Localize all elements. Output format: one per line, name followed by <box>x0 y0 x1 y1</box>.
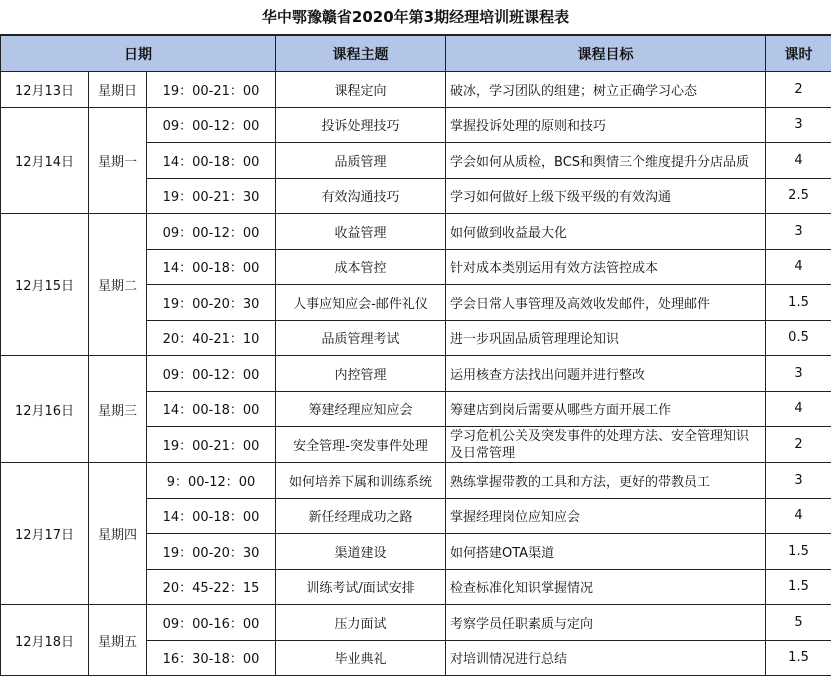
table-row <box>1 356 831 392</box>
weekday-cell: 星期二 <box>89 214 147 356</box>
goal-cell: 学习如何做好上级下级平级的有效沟通 <box>446 178 766 214</box>
goal-cell: 如何搭建OTA渠道 <box>446 534 766 570</box>
hours-cell: 0.5 <box>766 320 831 356</box>
time-cell: 20：40-21：10 <box>147 320 276 356</box>
date-cell: 12月17日 <box>1 463 89 605</box>
hours-cell: 1.5 <box>766 640 831 676</box>
time-cell: 19：00-21：30 <box>147 178 276 214</box>
weekday-cell: 星期五 <box>89 605 147 676</box>
goal-cell: 考察学员任职素质与定向 <box>446 605 766 641</box>
schedule-table <box>0 35 831 676</box>
header-row <box>1 36 831 72</box>
hours-cell: 1.5 <box>766 569 831 605</box>
hours-cell: 3 <box>766 356 831 392</box>
topic-cell: 人事应知应会-邮件礼仪 <box>276 285 446 321</box>
weekday-cell: 星期三 <box>89 356 147 463</box>
goal-cell: 掌握投诉处理的原则和技巧 <box>446 107 766 143</box>
date-cell: 12月15日 <box>1 214 89 356</box>
time-cell: 16：30-18：00 <box>147 640 276 676</box>
time-cell: 19：00-20：30 <box>147 285 276 321</box>
time-cell: 09：00-12：00 <box>147 107 276 143</box>
table-row <box>1 605 831 641</box>
hours-cell: 2.5 <box>766 178 831 214</box>
time-cell: 09：00-16：00 <box>147 605 276 641</box>
header-hours: 课时 <box>766 36 831 72</box>
goal-cell: 熟练掌握带教的工具和方法，更好的带教员工 <box>446 463 766 499</box>
table-row <box>1 72 831 108</box>
goal-cell: 进一步巩固品质管理理论知识 <box>446 320 766 356</box>
goal-cell: 针对成本类别运用有效方法管控成本 <box>446 249 766 285</box>
date-cell: 12月14日 <box>1 107 89 214</box>
topic-cell: 投诉处理技巧 <box>276 107 446 143</box>
time-cell: 20：45-22：15 <box>147 569 276 605</box>
topic-cell: 品质管理考试 <box>276 320 446 356</box>
goal-cell: 掌握经理岗位应知应会 <box>446 498 766 534</box>
hours-cell: 1.5 <box>766 534 831 570</box>
table-row <box>1 463 831 499</box>
hours-cell: 4 <box>766 143 831 179</box>
hours-cell: 5 <box>766 605 831 641</box>
time-cell: 19：00-21：00 <box>147 72 276 108</box>
topic-cell: 品质管理 <box>276 143 446 179</box>
page-title: 华中鄂豫赣省2020年第3期经理培训班课程表 <box>0 0 831 35</box>
date-cell: 12月13日 <box>1 72 89 108</box>
topic-cell: 训练考试/面试安排 <box>276 569 446 605</box>
goal-cell: 筹建店到岗后需要从哪些方面开展工作 <box>446 391 766 427</box>
topic-cell: 课程定向 <box>276 72 446 108</box>
goal-cell: 学习危机公关及突发事件的处理方法、安全管理知识及日常管理 <box>446 427 766 463</box>
goal-cell: 学会日常人事管理及高效收发邮件，处理邮件 <box>446 285 766 321</box>
time-cell: 09：00-12：00 <box>147 356 276 392</box>
topic-cell: 毕业典礼 <box>276 640 446 676</box>
header-date: 日期 <box>1 36 276 72</box>
table-row <box>1 214 831 250</box>
topic-cell: 压力面试 <box>276 605 446 641</box>
time-cell: 09：00-12：00 <box>147 214 276 250</box>
topic-cell: 安全管理-突发事件处理 <box>276 427 446 463</box>
hours-cell: 1.5 <box>766 285 831 321</box>
hours-cell: 2 <box>766 427 831 463</box>
hours-cell: 3 <box>766 214 831 250</box>
weekday-cell: 星期一 <box>89 107 147 214</box>
time-cell: 14：00-18：00 <box>147 143 276 179</box>
goal-cell: 如何做到收益最大化 <box>446 214 766 250</box>
topic-cell: 新任经理成功之路 <box>276 498 446 534</box>
goal-cell: 检查标准化知识掌握情况 <box>446 569 766 605</box>
time-cell: 14：00-18：00 <box>147 498 276 534</box>
date-cell: 12月16日 <box>1 356 89 463</box>
hours-cell: 2 <box>766 72 831 108</box>
topic-cell: 内控管理 <box>276 356 446 392</box>
goal-cell: 对培训情况进行总结 <box>446 640 766 676</box>
time-cell: 14：00-18：00 <box>147 249 276 285</box>
time-cell: 14：00-18：00 <box>147 391 276 427</box>
schedule-body <box>1 72 831 676</box>
table-row <box>1 107 831 143</box>
goal-cell: 破冰，学习团队的组建；树立正确学习心态 <box>446 72 766 108</box>
goal-cell: 学会如何从质检，BCS和舆情三个维度提升分店品质 <box>446 143 766 179</box>
hours-cell: 4 <box>766 498 831 534</box>
hours-cell: 3 <box>766 107 831 143</box>
hours-cell: 4 <box>766 249 831 285</box>
topic-cell: 如何培养下属和训练系统 <box>276 463 446 499</box>
header-goal: 课程目标 <box>446 36 766 72</box>
topic-cell: 成本管控 <box>276 249 446 285</box>
time-cell: 19：00-20：30 <box>147 534 276 570</box>
topic-cell: 收益管理 <box>276 214 446 250</box>
weekday-cell: 星期日 <box>89 72 147 108</box>
time-cell: 19：00-21：00 <box>147 427 276 463</box>
topic-cell: 筹建经理应知应会 <box>276 391 446 427</box>
topic-cell: 渠道建设 <box>276 534 446 570</box>
header-topic: 课程主题 <box>276 36 446 72</box>
hours-cell: 4 <box>766 391 831 427</box>
hours-cell: 3 <box>766 463 831 499</box>
goal-cell: 运用核查方法找出问题并进行整改 <box>446 356 766 392</box>
weekday-cell: 星期四 <box>89 463 147 605</box>
time-cell: 9：00-12：00 <box>147 463 276 499</box>
date-cell: 12月18日 <box>1 605 89 676</box>
topic-cell: 有效沟通技巧 <box>276 178 446 214</box>
